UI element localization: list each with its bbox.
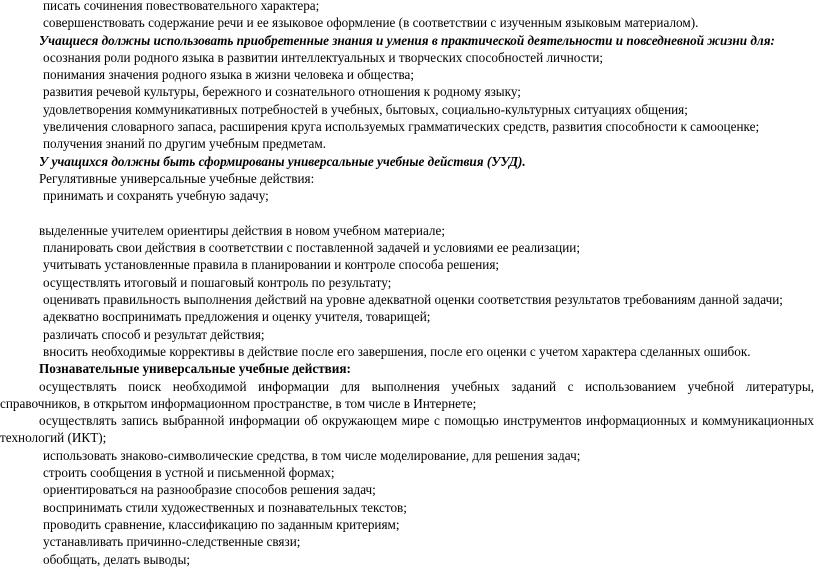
text-line: обобщать, делать выводы; — [43, 551, 191, 567]
subsection-title: Познавательные универсальные учебные действия: — [39, 361, 351, 377]
text-line: выделенные учителем ориентиры действия в новом учебном материале; — [39, 222, 446, 238]
blank-space — [0, 205, 816, 222]
text-line: совершенствовать содержание речи и ее языковое оформление (в соответствии с изученным языковым материалом). — [43, 15, 699, 31]
text-line: оценивать правильность выполнения действий на уровне адекватной оценки соответствия результатов требованиям данной задачи; — [43, 292, 783, 308]
text-line: вносить необходимые коррективы в действие после его завершения, после его оценки с учетом характера сделанных ошибок. — [43, 343, 751, 359]
text-line: строить сообщения в устной и письменной формах; — [43, 465, 335, 481]
text-line: устанавливать причинно-следственные связи; — [43, 534, 301, 550]
text-line: принимать и сохранять учебную задачу; — [43, 188, 269, 204]
text-line: ориентироваться на разнообразие способов решения задач; — [43, 482, 376, 498]
text-line: учитывать установленные правила в планировании и контроле способа решения; — [43, 257, 500, 273]
text-line: понимания значения родного языка в жизни человека и общества; — [43, 67, 415, 83]
text-line: развития речевой культуры, бережного и сознательного отношения к родному языку; — [43, 84, 521, 100]
text-line: осуществлять итоговый и пошаговый контроль по результату; — [43, 274, 392, 290]
text-line: различать способ и результат действия; — [43, 326, 265, 342]
text-line: планировать свои действия в соответствии с поставленной задачей и условиями ее реализации; — [43, 240, 580, 256]
text-line: получения знаний по другим учебным предметам. — [43, 136, 326, 152]
subsection-title: Регулятивные универсальные учебные действия: — [39, 170, 315, 186]
text-line: использовать знаково-символические средства, в том числе моделирование, для решения задач; — [43, 447, 581, 463]
text-line: осознания роли родного языка в развитии интеллектуальных и творческих способностей личности; — [43, 49, 604, 65]
text-line: писать сочинения повествовательного характера; — [43, 0, 320, 13]
text-line: воспринимать стили художественных и познавательных текстов; — [43, 499, 407, 515]
text-line: осуществлять поиск необходимой информации для выполнения учебных заданий с использованием учебной литературы, — [39, 378, 814, 394]
text-line: справочников, в открытом информационном пространстве, в том числе в Интернете; — [0, 395, 477, 411]
text-line: осуществлять запись выбранной информации об окружающем мире с помощью инструментов информационных и коммуникационных — [39, 413, 814, 429]
section-heading: У учащихся должны быть сформированы универсальные учебные действия (УУД). — [39, 153, 526, 169]
text-line: удовлетворения коммуникативных потребностей в учебных, бытовых, социально-культурных ситуациях общения; — [43, 101, 688, 117]
section-heading: Учащиеся должны использовать приобретенные знания и умения в практической деятельности и повседневной жизни для: — [39, 32, 775, 48]
text-line: технологий (ИКТ); — [0, 430, 107, 446]
text-line: увеличения словарного запаса, расширения круга используемых грамматических средств, развития способности к самооценке; — [43, 119, 760, 135]
text-line: адекватно воспринимать предложения и оценку учителя, товарищей; — [43, 309, 431, 325]
text-line: проводить сравнение, классификацию по заданным критериям; — [43, 516, 400, 532]
